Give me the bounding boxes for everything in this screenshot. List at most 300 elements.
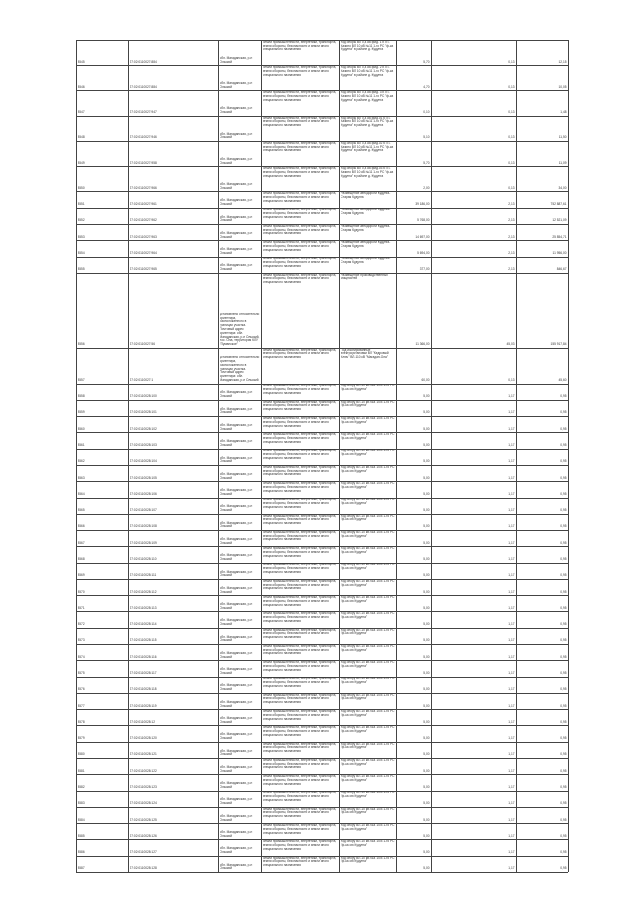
- cell-val: 0,95: [560, 605, 567, 610]
- cell-val: 0,95: [560, 719, 567, 724]
- cell-pct: 1,17: [508, 605, 515, 610]
- cell-use: Земли промышленности, энергетики, транспорта, земли обороны, безопасности и земли иного специального назначения: [262, 563, 337, 575]
- cell-area: 5,00: [423, 589, 430, 594]
- cell-purpose: под опору ВЛ-10 кВ №4 10/4 1-го РС "ф-ка ою Кудунга": [340, 400, 395, 408]
- cell-purpose: под опоры ВЛ 0,4 кВ фид. 3 КТП-Казино ВЛ 10 кВ №11 1-го РС "ф-ка Кудунга" в районе д. Кудунга: [340, 91, 394, 102]
- cell-pct: 45,03: [506, 342, 515, 347]
- cell-n: 8557: [77, 377, 85, 382]
- cell-cad: 27:02:0110028:126: [129, 833, 157, 838]
- cell-pct: 2,13: [508, 267, 515, 272]
- cell-n: 8577: [77, 703, 85, 708]
- table-row: [76, 660, 568, 676]
- cell-use: Земли промышленности, энергетики, транспорта, земли обороны, безопасности и земли иного специального назначения: [262, 208, 337, 220]
- cell-addr: обл. Магаданская, р-н Ольский: [219, 716, 253, 724]
- table-row: [76, 257, 568, 273]
- cell-purpose: под опору ВЛ-10 кВ №4 10/4 1-го РС "ф-ка ою Кудунга": [340, 644, 395, 652]
- cell-addr: обл. Магаданская, р-н Ольский: [219, 230, 253, 239]
- cell-purpose: под опору ВЛ-10 кВ №4 10/4 1-го РС "ф-ка ою Кудунга": [340, 791, 395, 799]
- cell-purpose: под опору ВЛ-10 кВ №4 10/4 1-го РС "ф-ка ою Кудунга": [340, 530, 395, 538]
- cell-pct: 1,17: [508, 671, 515, 675]
- cell-use: Земли промышленности, энергетики, транспорта, земли обороны, безопасности и земли иного специального назначения: [262, 856, 337, 868]
- cell-n: 8564: [77, 491, 85, 496]
- cell-addr: обл. Магаданская, р-н Ольский: [219, 732, 253, 741]
- cell-pct: 0,13: [508, 377, 515, 382]
- cell-cad: 27:02:0110028:124: [129, 801, 157, 806]
- cell-purpose: под опору ВЛ-10 кВ №4 10/4 1-го РС "ф-ка ою Кудунга": [340, 775, 395, 782]
- cell-use: Земли промышленности, энергетики, транспорта, земли обороны, безопасности и земли иного специального назначения: [262, 400, 337, 412]
- table-row: [76, 856, 568, 872]
- cell-val: 155 917,84: [550, 342, 567, 347]
- table-row: [76, 191, 568, 207]
- cell-use: Земли промышленности, энергетики, транспорта, земли обороны, безопасности и земли иного специального назначения: [262, 449, 337, 461]
- cell-area: 60,00: [421, 377, 430, 382]
- cell-purpose: под опоры ВЛ 0,4 кВ фид.02 КТП-Казино ВЛ 10 кВ №11 1-го РС "ф-ка Кудунга" в районе д. Кудунга: [340, 141, 394, 153]
- cell-purpose: под опору ВЛ-10 кВ №4 10/4 1-го РС "ф-ка ою Кудунга": [340, 547, 395, 554]
- cell-purpose: Размещение автодороги Кудунга-Старая Кудунга: [340, 257, 391, 265]
- cell-cad: 27:02:0110028:113: [129, 605, 157, 610]
- cell-pct: 2,13: [508, 234, 515, 239]
- cell-purpose: под опору ВЛ-10 кВ №4 10/4 1-го РС "ф-ка ою Кудунга": [340, 677, 395, 685]
- table-row: [76, 449, 568, 465]
- cell-purpose: под опору ВЛ-10 кВ №4 10/4 1-го РС "ф-ка ою Кудунга": [340, 465, 395, 473]
- cell-cad: 27:02:0110028:121: [129, 752, 157, 757]
- cell-purpose: под опоры ВЛ 0,4 кВ фид.01 КТП-Казино ВЛ 10 кВ №11 1-го РС "ф-ка Кудунга" в районе д. Кудунга: [340, 116, 394, 128]
- cell-area: 5,00: [423, 703, 430, 708]
- cell-cad: 27:02:0110028:108: [129, 524, 157, 529]
- cell-use: Земли промышленности, энергетики, транспорта, земли обороны, безопасности и земли иного специального назначения: [262, 482, 337, 493]
- cell-purpose: под опору ВЛ-10 кВ №4 10/4 1-го РС "ф-ка ою Кудунга": [340, 514, 395, 522]
- cell-val: 12 521,09: [552, 218, 567, 223]
- cell-cad: 27:02:0110028:128: [129, 866, 157, 871]
- cell-n: 8552: [77, 218, 85, 223]
- table-row: [76, 65, 568, 90]
- table-row: [76, 563, 568, 579]
- cell-pct: 1,17: [508, 654, 515, 659]
- cell-pct: 0,13: [508, 59, 515, 64]
- table-row: [76, 116, 568, 141]
- cell-area: 5,00: [423, 459, 430, 464]
- cell-cad: 27:02:0110028:110: [129, 557, 157, 562]
- cell-n: 8550: [77, 185, 85, 190]
- cell-n: 8549: [77, 160, 85, 165]
- cell-area: 5,00: [423, 784, 430, 789]
- cell-pct: 1,17: [508, 426, 515, 431]
- cell-addr: обл. Магаданская, р-н Ольский: [219, 182, 253, 190]
- column-divider: [568, 40, 569, 872]
- cell-purpose: под опору ВЛ-10 кВ №4 10/4 1-го РС "ф-ка ою Кудунга": [340, 661, 395, 668]
- cell-val: 1,48: [560, 110, 567, 115]
- cell-pct: 0,13: [508, 135, 515, 140]
- cell-pct: 1,17: [508, 589, 515, 594]
- cell-val: 0,95: [560, 638, 567, 643]
- cell-val: 0,95: [560, 491, 567, 496]
- cell-area: 5,00: [423, 508, 430, 513]
- cell-val: 846,67: [556, 267, 567, 272]
- cell-use: Земли промышленности, энергетики, транспорта, земли обороны, безопасности и земли иного специального назначения: [262, 709, 337, 721]
- table-row: [76, 628, 568, 644]
- cell-n: 8566: [77, 524, 85, 529]
- cell-purpose: под опору ВЛ-10 кВ №4 10/4 1-го РС "ф-ка ою Кудунга": [340, 709, 395, 717]
- cell-addr: установлено относительно ориентира, расположенного в границах участка. Почтовый адрес ориентира: обл. Магаданская, р-н Ольский, пос. Ола, территория КЛУ "Пуманское": [219, 311, 260, 347]
- cell-n: 8555: [77, 267, 85, 272]
- cell-cad: 27:02:0110028:103: [129, 443, 157, 448]
- cell-pct: 1,17: [508, 491, 515, 496]
- cell-cad: 27:02:0110028:12: [129, 719, 155, 724]
- cell-use: Земли промышленности, энергетики, транспорта, земли обороны, безопасности и земли иного специального назначения: [262, 775, 337, 786]
- cell-area: 5 768,00: [417, 218, 430, 223]
- cell-cad: 27:02:0110028:120: [129, 736, 157, 741]
- cell-val: 0,95: [560, 443, 567, 448]
- cell-use: Земли промышленности, энергетики, транспорта, земли обороны, безопасности и земли иного специального назначения: [262, 384, 337, 395]
- table-row: [76, 166, 568, 191]
- cell-use: Земли промышленности, энергетики, транспорта, земли обороны, безопасности и земли иного специального назначения: [262, 66, 337, 77]
- table-row: [76, 693, 568, 709]
- cell-cad: 27:02:0110028:101: [129, 410, 157, 415]
- table-row: [76, 514, 568, 530]
- cell-purpose: под опору ВЛ-10 кВ №4 10/4 1-го РС "ф-ка ою Кудунга": [340, 807, 395, 815]
- cell-use: Земли промышленности, энергетики, транспорта, земли обороны, безопасности и земли иного специального назначения: [262, 416, 337, 428]
- cell-area: 5,00: [423, 410, 430, 415]
- table-row: [76, 546, 568, 562]
- cell-use: Земли промышленности, энергетики, транспорта, земли обороны, безопасности и земли иного специального назначения: [262, 726, 337, 737]
- cell-purpose: под опору ВЛ-10 кВ №4 10/4 1-го РС "ф-ка ою Кудунга": [340, 612, 395, 620]
- cell-val: 0,95: [560, 573, 567, 578]
- cell-addr: обл. Магаданская, р-н Ольский: [219, 439, 253, 448]
- cell-area: 5,00: [423, 654, 430, 659]
- table-row: [76, 595, 568, 611]
- cell-pct: 1,17: [508, 703, 515, 708]
- table-row: [76, 677, 568, 693]
- cell-n: 8570: [77, 589, 85, 594]
- cell-cad: 27:02:0110028:118: [129, 687, 157, 692]
- table-row: [76, 742, 568, 758]
- cell-n: 8576: [77, 687, 85, 692]
- cell-purpose: под опоры ВЛ 0,4 кВ фид. 1 КТП-Казино ВЛ 10 кВ №11 1-го РС "ф-ка Кудунга" в районе д. Кудунга: [340, 40, 394, 52]
- table-row: [76, 611, 568, 627]
- table-row: [76, 791, 568, 807]
- cell-n: 8581: [77, 768, 85, 773]
- cell-n: 8574: [77, 654, 85, 659]
- cell-val: 0,95: [560, 426, 567, 431]
- cell-area: 5,00: [423, 394, 430, 399]
- cell-cad: 27:02:0110027:965: [129, 267, 157, 272]
- cell-cad: 27:02:0110028:114: [129, 622, 157, 627]
- cell-cad: 27:02:0110027:964: [129, 250, 157, 255]
- cell-use: Земли промышленности, энергетики, транспорта, земли обороны, безопасности и земли иного специального назначения: [262, 348, 337, 360]
- cell-use: Земли промышленности, энергетики, транспорта, земли обороны, безопасности и земли иного специального назначения: [262, 807, 337, 819]
- cell-cad: 27:02:0110028:106: [129, 491, 157, 496]
- cell-use: Земли промышленности, энергетики, транспорта, земли обороны, безопасности и земли иного специального назначения: [262, 840, 337, 851]
- cell-use: Земли промышленности, энергетики, транспорта, земли обороны, безопасности и земли иного специального назначения: [262, 141, 337, 153]
- cell-val: 0,95: [560, 557, 567, 562]
- cell-use: Земли промышленности, энергетики, транспорта, земли обороны, безопасности и земли иного специального назначения: [262, 40, 337, 52]
- cell-val: 752 887,61: [550, 202, 567, 207]
- cell-val: 0,95: [560, 687, 567, 692]
- cell-purpose: под опору ВЛ-10 кВ №4 10/4 1-го РС "ф-ка ою Кудунга": [340, 498, 395, 506]
- cell-pct: 0,13: [508, 185, 515, 190]
- cell-addr: обл. Магаданская, р-н Ольский: [219, 55, 253, 64]
- cell-val: 10,05: [558, 84, 567, 89]
- cell-n: 8558: [77, 394, 85, 399]
- cell-use: Земли промышленности, энергетики, транспорта, земли обороны, безопасности и земли иного специального назначения: [262, 192, 337, 203]
- cell-area: 2,00: [423, 185, 430, 190]
- cell-cad: 27:02:0110028:104: [129, 459, 157, 464]
- cell-addr: обл. Магаданская, р-н Ольский: [219, 214, 253, 223]
- cell-pct: 0,13: [508, 160, 515, 165]
- cell-purpose: Размещение производственных мощностей: [340, 273, 388, 281]
- cell-area: 5,00: [423, 491, 430, 496]
- cell-pct: 1,17: [508, 394, 515, 399]
- cell-pct: 2,13: [508, 250, 515, 255]
- cell-addr: обл. Магаданская, р-н Ольский: [219, 569, 253, 578]
- cell-addr: обл. Магаданская, р-н Ольский: [219, 553, 253, 562]
- table-row: [76, 90, 568, 115]
- cell-purpose: под опоры ВЛ 0,4 кВ фид. 2 КТП-Казино ВЛ 10 кВ №11 1-го РС "ф-ка Кудунга" в районе д. Кудунга: [340, 66, 394, 77]
- cell-addr: обл. Магаданская, р-н Ольский: [219, 797, 253, 806]
- cell-area: 5,00: [423, 638, 430, 643]
- cell-val: 0,95: [560, 622, 567, 627]
- cell-addr: обл. Магаданская, р-н Ольский: [219, 504, 253, 513]
- cell-area: 5,00: [423, 426, 430, 431]
- cell-addr: обл. Магаданская, р-н Ольский: [219, 862, 253, 871]
- cell-pct: 1,17: [508, 850, 515, 855]
- cell-area: 5,70: [423, 160, 430, 165]
- cell-area: 0,10: [423, 110, 430, 115]
- cell-area: 5,00: [423, 817, 430, 822]
- cell-purpose: под опору ВЛ-10 кВ №4 10/4 1-го РС "ф-ка ою Кудунга": [340, 693, 395, 701]
- cell-area: 5,00: [423, 622, 430, 627]
- cell-use: Земли промышленности, энергетики, транспорта, земли обороны, безопасности и земли иного специального назначения: [262, 742, 337, 754]
- cell-area: 5,00: [423, 687, 430, 692]
- cell-pct: 1,17: [508, 784, 515, 789]
- cell-use: Земли промышленности, энергетики, транспорта, земли обороны, безопасности и земли иного специального назначения: [262, 433, 337, 444]
- cell-cad: 27:02:0110027:946: [129, 135, 157, 140]
- cell-val: 11 956,00: [552, 250, 567, 255]
- table-row: [76, 774, 568, 790]
- cell-addr: обл. Магаданская, р-н Ольский: [219, 247, 253, 255]
- cell-cad: 27:02:0110028:115: [129, 638, 157, 643]
- cell-pct: 1,17: [508, 540, 515, 545]
- cell-area: 5,00: [423, 736, 430, 741]
- cell-n: 8575: [77, 671, 85, 675]
- cell-area: 5,00: [423, 475, 430, 480]
- cell-purpose: под опору ВЛ-10 кВ №4 10/4 1-го РС "ф-ка ою Кудунга": [340, 449, 395, 457]
- cell-area: 5,00: [423, 443, 430, 448]
- cell-n: 8565: [77, 508, 85, 513]
- cell-area: 5,00: [423, 524, 430, 529]
- cell-val: 0,95: [560, 784, 567, 789]
- cell-val: 12,15: [558, 59, 567, 64]
- cell-addr: обл. Магаданская, р-н Ольский: [219, 488, 253, 496]
- cell-addr: обл. Магаданская, р-н Ольский: [219, 846, 253, 855]
- cell-area: 39 186,00: [415, 202, 430, 207]
- cell-n: 8587: [77, 866, 85, 871]
- cell-val: 0,95: [560, 866, 567, 871]
- cell-cad: 27:02:0110027:884: [129, 84, 157, 89]
- cell-n: 8582: [77, 784, 85, 789]
- cell-n: 8569: [77, 573, 85, 578]
- table-row: [76, 807, 568, 823]
- cell-cad: 27:02:0110027:966: [129, 185, 157, 190]
- cadastre-table: [76, 40, 568, 872]
- table-row: [76, 416, 568, 432]
- cell-area: 11 366,00: [415, 342, 430, 347]
- cell-n: 8580: [77, 752, 85, 757]
- row-divider: [76, 872, 568, 873]
- table-row: [76, 644, 568, 660]
- cell-addr: обл. Магаданская, р-н Ольский: [219, 602, 253, 610]
- cell-use: Земли промышленности, энергетики, транспорта, земли обороны, безопасности и земли иного специального назначения: [262, 166, 337, 178]
- cell-area: 4,70: [423, 84, 430, 89]
- cell-addr: обл. Магаданская, р-н Ольский: [219, 263, 253, 272]
- cell-cad: 27:02:0110028:125: [129, 817, 157, 822]
- cell-val: 0,95: [560, 475, 567, 480]
- cell-use: Земли промышленности, энергетики, транспорта, земли обороны, безопасности и земли иного специального назначения: [262, 241, 337, 252]
- cell-purpose: под опору ВЛ-10 кВ №4 10/4 1-го РС "ф-ка ою Кудунга": [340, 726, 395, 734]
- cell-addr: обл. Магаданская, р-н Ольский: [219, 406, 253, 415]
- cell-cad: 27:02:0110027:963: [129, 234, 157, 239]
- cell-cad: 27:02:0110028:107: [129, 508, 157, 513]
- cell-val: 0,95: [560, 817, 567, 822]
- cell-use: Земли промышленности, энергетики, транспорта, земли обороны, безопасности и земли иного специального назначения: [262, 498, 337, 509]
- table-row: [76, 839, 568, 855]
- cell-pct: 2,13: [508, 202, 515, 207]
- cell-area: 5,00: [423, 768, 430, 773]
- cell-val: 11,50: [558, 135, 567, 140]
- cell-val: 0,95: [560, 768, 567, 773]
- table-row: [76, 530, 568, 546]
- cell-n: 8568: [77, 557, 85, 562]
- cell-val: 0,95: [560, 524, 567, 529]
- cell-use: Земли промышленности, энергетики, транспорта, земли обороны, безопасности и земли иного специального назначения: [262, 758, 337, 770]
- table-row: [76, 498, 568, 514]
- cell-val: 11,09: [558, 160, 567, 165]
- cell-use: Земли промышленности, энергетики, транспорта, земли обороны, безопасности и земли иного специального назначения: [262, 273, 337, 285]
- cell-n: 8585: [77, 833, 85, 838]
- cell-purpose: под опору ВЛ-10 кВ №4 10/4 1-го РС "ф-ка ою Кудунга": [340, 628, 395, 636]
- cell-use: Земли промышленности, энергетики, транспорта, земли обороны, безопасности и земли иного специального назначения: [262, 791, 337, 802]
- cell-addr: обл. Магаданская, р-н Ольский: [219, 156, 253, 165]
- cell-pct: 1,17: [508, 475, 515, 480]
- table-row: [76, 273, 568, 348]
- cell-n: 8579: [77, 736, 85, 741]
- table-row: [76, 758, 568, 774]
- cell-pct: 1,17: [508, 801, 515, 806]
- cell-addr: обл. Магаданская, р-н Ольский: [219, 781, 253, 789]
- cell-val: 0,95: [560, 736, 567, 741]
- cell-cad: 27:02:0110028:109: [129, 540, 157, 545]
- cell-use: Земли промышленности, энергетики, транспорта, земли обороны, безопасности и земли иного специального назначения: [262, 628, 337, 640]
- cell-purpose: под опоры ВЛ 0,4 кВ фид.03 КТП-Казино ВЛ 10 кВ №11 1-го РС "ф-ка Кудунга" в районе д. Кудунга: [340, 166, 394, 178]
- cell-pct: 1,17: [508, 817, 515, 822]
- cell-cad: 27:02:0110027:1: [129, 377, 154, 382]
- cell-val: 0,95: [560, 801, 567, 806]
- cell-addr: обл. Магаданская, р-н Ольский: [219, 520, 253, 529]
- table-row: [76, 384, 568, 400]
- cell-pct: 1,17: [508, 622, 515, 627]
- cell-use: Земли промышленности, энергетики, транспорта, земли обороны, безопасности и земли иного специального назначения: [262, 514, 337, 526]
- table-row: [76, 725, 568, 741]
- cell-area: 5,70: [423, 59, 430, 64]
- cell-n: 8586: [77, 850, 85, 855]
- cell-addr: обл. Магаданская, р-н Ольский: [219, 667, 253, 675]
- cell-addr: обл. Магаданская, р-н Ольский: [219, 683, 253, 692]
- cell-val: 0,95: [560, 394, 567, 399]
- cell-purpose: под опору ВЛ-10 кВ №4 10/4 1-го РС "ф-ка ою Кудунга": [340, 742, 395, 750]
- cell-pct: 1,17: [508, 687, 515, 692]
- cell-addr: обл. Магаданская, р-н Ольский: [219, 699, 253, 708]
- cell-purpose: под опору ВЛ-10 кВ №4 10/4 1-го РС "ф-ка ою Кудунга": [340, 384, 395, 392]
- cell-use: Земли промышленности, энергетики, транспорта, земли обороны, безопасности и земли иного специального назначения: [262, 91, 337, 102]
- cell-addr: обл. Магаданская, р-н Ольский: [219, 618, 253, 627]
- table-row: [76, 579, 568, 595]
- cell-area: 5,00: [423, 866, 430, 871]
- cell-val: 0,95: [560, 752, 567, 757]
- table-row: [76, 141, 568, 166]
- cell-cad: 27:02:0110027:958: [129, 160, 157, 165]
- cell-n: 8553: [77, 234, 85, 239]
- cell-pct: 1,17: [508, 866, 515, 871]
- cell-cad: 27:02:0110028:112: [129, 589, 157, 594]
- cell-n: 8567: [77, 540, 85, 545]
- cell-use: Земли промышленности, энергетики, транспорта, земли обороны, безопасности и земли иного специального назначения: [262, 530, 337, 542]
- cell-n: 8547: [77, 110, 85, 115]
- cell-area: 5,00: [423, 573, 430, 578]
- cell-n: 8584: [77, 817, 85, 822]
- cell-pct: 1,17: [508, 459, 515, 464]
- cell-val: 0,95: [560, 459, 567, 464]
- cell-cad: 27:02:0110028:111: [129, 573, 157, 578]
- cell-cad: 27:02:0110028:116: [129, 654, 157, 659]
- cell-area: 5,10: [423, 135, 430, 140]
- cell-addr: обл. Магаданская, р-н Ольский: [219, 131, 253, 140]
- cell-area: 5,00: [423, 850, 430, 855]
- cell-cad: 27:02:0110028:100: [129, 394, 157, 399]
- cell-pct: 1,17: [508, 752, 515, 757]
- cell-pct: 1,17: [508, 410, 515, 415]
- cell-use: Земли промышленности, энергетики, транспорта, земли обороны, безопасности и земли иного специального назначения: [262, 224, 337, 236]
- cell-val: 0,95: [560, 508, 567, 513]
- cell-addr: обл. Магаданская, р-н Ольский: [219, 585, 253, 594]
- cell-addr: обл. Магаданская, р-н Ольский: [219, 748, 253, 757]
- cell-val: 25 854,71: [552, 234, 567, 239]
- cell-cad: 27:02:0110027:961: [129, 202, 157, 207]
- cell-addr: обл. Магаданская, р-н Ольский: [219, 650, 253, 659]
- cell-purpose: под опору ВЛ-10 кВ №4 10/4 1-го РС "ф-ка ою Кудунга": [340, 840, 395, 848]
- table-row: [76, 481, 568, 497]
- cell-pct: 2,13: [508, 218, 515, 223]
- cell-use: Земли промышленности, энергетики, транспорта, земли обороны, безопасности и земли иного специального назначения: [262, 823, 337, 835]
- table-row: [76, 400, 568, 416]
- table-row: [76, 432, 568, 448]
- cell-use: Земли промышленности, энергетики, транспорта, земли обороны, безопасности и земли иного специального назначения: [262, 661, 337, 672]
- cell-val: 0,95: [560, 654, 567, 659]
- cell-cad: 27:02:0110028:119: [129, 703, 157, 708]
- cell-pct: 1,17: [508, 508, 515, 513]
- cell-cad: 27:02:0110028:117: [129, 671, 157, 675]
- table-row: [76, 823, 568, 839]
- cell-area: 5,00: [423, 752, 430, 757]
- cell-pct: 1,17: [508, 524, 515, 529]
- cell-pct: 1,17: [508, 573, 515, 578]
- cell-addr: установлено относительно ориентира, расположенного в границах участка. Почтовый адрес ориентира: обл. Магаданская, р-н Ольский: [219, 355, 260, 382]
- cell-addr: обл. Магаданская, р-н Ольский: [219, 471, 253, 480]
- cell-use: Земли промышленности, энергетики, транспорта, земли обороны, безопасности и земли иного специального назначения: [262, 257, 337, 268]
- cell-area: 5,00: [423, 605, 430, 610]
- cell-pct: 1,17: [508, 719, 515, 724]
- cell-n: 8572: [77, 622, 85, 627]
- cell-pct: 0,13: [508, 110, 515, 115]
